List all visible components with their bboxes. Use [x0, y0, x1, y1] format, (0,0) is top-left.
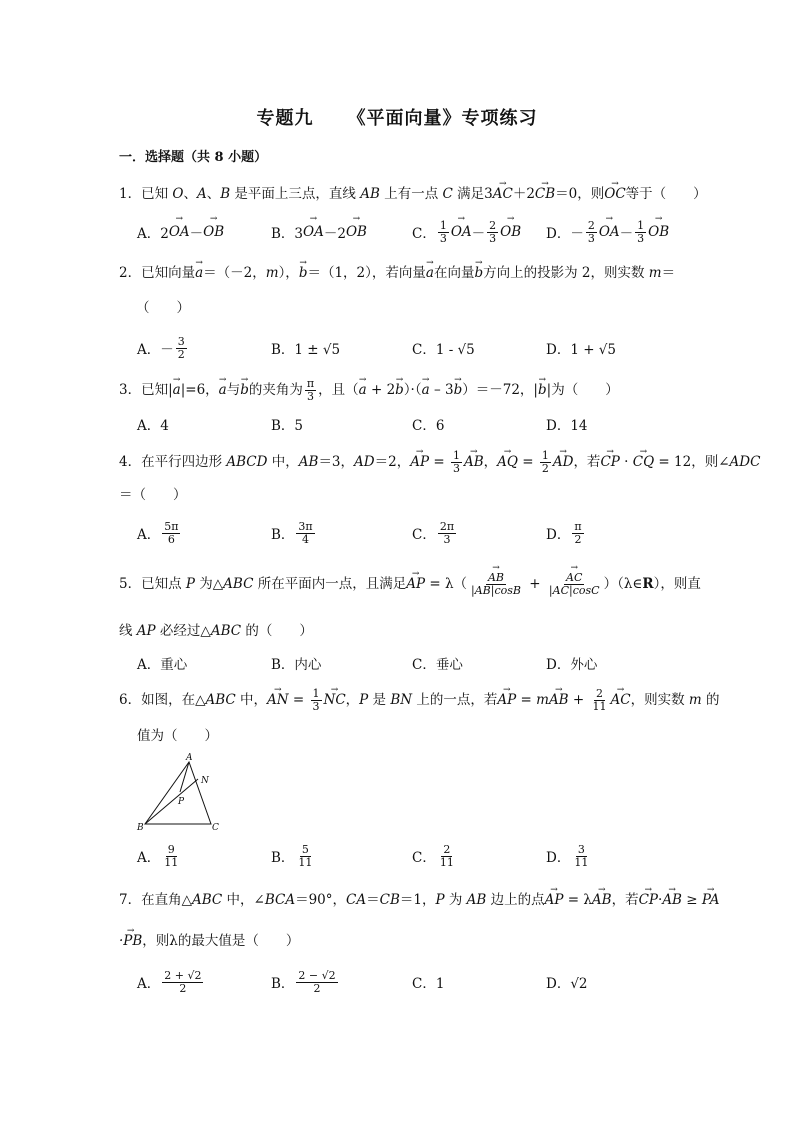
option-d[interactable]: D． $\frac{\pi}{2}$ [546, 519, 582, 546]
option-b[interactable]: B．1 ± √5 [271, 342, 341, 358]
question-6: 6．如图，在△ABC 中，→ AN = $\frac{1}{3}$ → NC，P 是 BN 上的一点，若→ AP = m→ AB + $\frac{2}{11}$ → AC，则实数 m 的 [119, 688, 689, 713]
triangle-figure [135, 752, 225, 836]
label-a: A [186, 753, 193, 763]
option-c[interactable]: C． $\frac{2\pi}{3}$ [412, 519, 455, 546]
option-d[interactable]: D．1 + √5 [546, 342, 616, 358]
option-b[interactable]: B． $\frac{5}{11}$ [271, 842, 313, 869]
option-d[interactable]: D．14 [546, 418, 588, 434]
question-5-options [137, 649, 677, 677]
option-c[interactable]: C．1 [412, 976, 445, 992]
option-d[interactable]: D． $\frac{3}{11}$ [546, 842, 589, 869]
page-title [0, 104, 794, 130]
option-c[interactable]: C．6 [412, 418, 445, 434]
option-c[interactable]: C．1 - √5 [412, 342, 475, 358]
question-4-cont: ＝（ ） [119, 487, 187, 503]
question-6-options [137, 842, 677, 870]
option-d[interactable]: D．√2 [546, 976, 588, 992]
question-2: 2．已知向量→ a＝（－2，m），→ b＝（1，2），若向量→ a在向量→ b方向上的投影为 2，则实数 m＝ [119, 263, 689, 283]
question-7-cont: → ·PB，则λ的最大值是（ ） [119, 931, 299, 951]
question-2-options [137, 334, 677, 362]
option-d[interactable]: D．－ $\frac{2}{3}$ → OA － $\frac{1}{3}$ → OB [546, 218, 669, 246]
label-n: N [201, 776, 209, 786]
question-6-cont: 值为（ ） [137, 728, 218, 744]
option-b[interactable]: B． $\frac{3\pi}{4}$ [271, 519, 313, 546]
question-5: 5．已知点 P 为△ABC 所在平面内一点，且满足→ AP = λ（ → $\frac{AB}{|AB|\cos B}$ + → $\frac{AC}{|AC|\cos C}$ ）（λ∈R），则直 [119, 572, 689, 597]
option-a[interactable]: A．4 [137, 418, 169, 434]
question-4: 4．在平行四边形 ABCD 中，AB＝3，AD＝2，→ AP = $\frac{1}{3}$ → AB，→ AQ = $\frac{1}{2}$ → AD，若→ CP · → CQ = 12，则∠ADC [119, 450, 689, 475]
option-c[interactable]: C． $\frac{1}{3}$ → OA － $\frac{2}{3}$ → OB [412, 218, 521, 246]
option-c[interactable]: C． $\frac{2}{11}$ [412, 842, 454, 869]
section-heading: 一．选择题（共 8 小题） [119, 150, 268, 165]
question-1: 1．已知 O、A、B 是平面上三点，直线 AB 上有一点 C 满足3→ AC＋2→ CB＝0，则→ OC等于（ ） [119, 184, 689, 204]
option-b[interactable]: B．3 → OA －2 → OB [271, 218, 367, 246]
label-b: B [137, 823, 144, 833]
label-p: P [178, 797, 185, 807]
question-3-options [137, 410, 677, 438]
option-b[interactable]: B．5 [271, 418, 304, 434]
question-7-options [137, 968, 677, 996]
option-d[interactable]: D．外心 [546, 657, 598, 673]
label-c: C [212, 823, 219, 833]
option-a[interactable]: A． $\frac{2 + √2}{2}$ [137, 968, 202, 995]
title-left: 专题九 [256, 108, 314, 129]
question-7: 7．在直角△ABC 中，∠BCA＝90°，CA＝CB＝1，P 为 AB 边上的点→ AP = λ→ AB，若→ CP·→ AB ≥ → PA [119, 890, 689, 910]
option-a[interactable]: A．2 → OA － → OB [137, 218, 224, 246]
question-2-cont: （ ） [136, 300, 190, 316]
question-5-cont: 线 AP 必经过△ABC 的（ ） [119, 623, 313, 639]
title-right: 《平面向量》专项练习 [347, 108, 538, 129]
option-b[interactable]: B．内心 [271, 657, 322, 673]
question-1-options [137, 218, 677, 246]
question-4-options [137, 519, 677, 547]
option-a[interactable]: A．重心 [137, 657, 188, 673]
option-a[interactable]: A． $\frac{5\pi}{6}$ [137, 519, 179, 546]
option-c[interactable]: C．垂心 [412, 657, 463, 673]
question-3: 3．已知|→ a|=6，→ a与→ b的夹角为 $\frac{\pi}{3}$ ，且（→ a + 2→ b）·（→ a – 3→ b）＝－72，|→ b|为（ ） [119, 378, 689, 403]
option-a[interactable]: A． $\frac{9}{11}$ [137, 842, 179, 869]
option-b[interactable]: B． $\frac{2 - √2}{2}$ [271, 968, 336, 995]
option-a[interactable]: A．－ $\frac{3}{2}$ [137, 334, 185, 361]
